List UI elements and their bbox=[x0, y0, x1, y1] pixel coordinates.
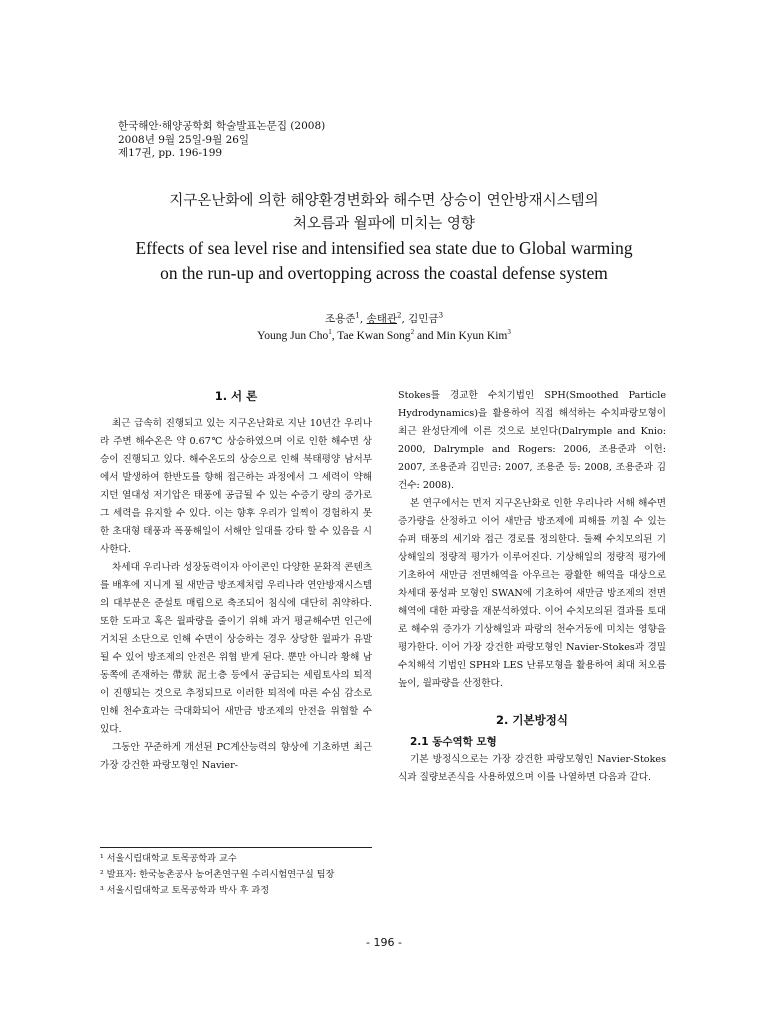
author2-en-mark: 2 bbox=[410, 328, 415, 337]
intro-paragraph-1: 최근 급속히 진행되고 있는 지구온난화로 지난 10년간 우리나라 주변 해수온은 약 0.67℃ 상승하였으며 이로 인한 해수면 상승이 진행되고 있다. 해수온도의 상승으로 인해 북태평양 남서부에서 발생하여 한반도를 향해 접근하는 과정에서 그 세력이 약해지던 열대성 저기압은 태풍에 공급될 수 있는 수증기 량의 증가로 그 세력을 유지할 수 있다. 이는 향후 우리가 일찍이 경험하지 못한 초대형 태풍과 폭풍해일이 서해안 일대를 강타 할 수 있음을 시사한다. bbox=[100, 418, 372, 555]
conference-dates: 2008년 9월 25일-9월 26일 bbox=[118, 133, 250, 146]
footnote-3: ³ 서울시립대학교 토목공학과 박사 후 과정 bbox=[100, 885, 270, 896]
page-number: - 196 - bbox=[366, 936, 402, 949]
journal-name: 한국해안·해양공학회 학술발표논문집 (2008) bbox=[118, 120, 326, 132]
title-korean-line2: 처오름과 월파에 미치는 영향 bbox=[293, 216, 475, 232]
author1-en-mark: 1 bbox=[328, 328, 332, 337]
section2-heading: 2. 기본방정식 bbox=[496, 713, 568, 727]
author2-ko-mark: 2 bbox=[396, 311, 402, 320]
intro-paragraph-3: 그동안 꾸준하게 개선된 PC계산능력의 향상에 기초하면 최근 가장 강건한 파랑모형인 Navier- bbox=[100, 742, 372, 771]
author1-ko-mark: 1 bbox=[355, 311, 360, 320]
right-column bbox=[398, 387, 666, 787]
author3-en-mark: 3 bbox=[507, 328, 511, 337]
section2-paragraph-1: 기본 방정식으로는 가장 강건한 파랑모형인 Navier-Stokes식과 질량보존식을 사용하였으며 이를 나열하면 다음과 같다. bbox=[398, 754, 666, 783]
author2-en: Tae Kwan Song bbox=[337, 330, 411, 342]
section1-heading: 1. 서 론 bbox=[214, 389, 258, 403]
journal-meta bbox=[118, 120, 325, 161]
title-english-line2: on the run-up and overtopping across the coastal defense system bbox=[160, 263, 608, 283]
authors-korean: 조용준$^1$, 송태관$^2$, 김민금$^3$ bbox=[324, 311, 444, 325]
footnote-1: ¹ 서울시립대학교 토목공학과 교수 bbox=[100, 853, 237, 864]
author3-ko-mark: 3 bbox=[438, 311, 444, 320]
intro-paragraph-2: 차세대 우리나라 성장동력이자 아이콘인 다양한 문화적 콘텐츠를 배후에 지니게 될 새만금 방조제처럼 우리나라 연안방재시스템의 대부분은 준설토 매립으로 축조되어 침식에 대단히 취약하다. 또한 도파고 혹은 월파량을 줄이기 위해 과거 평균해수면 인근에 거치된 소단으로 인해 수면이 상승하는 경우 상당한 월파가 유발될 수 있어 방조제의 안전은 위협 받게 된다. 뿐만 아니라 황해 남동쪽에 존재하는 帶狀 泥土층 등에서 공급되는 세립토사의 퇴적이 진행되는 것으로 추정되므로 이러한 퇴적에 따른 수심 감소로 인해 천수효과는 극대화되어 새만금 방조제의 안전을 위협할 수 있다. bbox=[100, 562, 372, 735]
footnote-2: ² 발표자: 한국농촌공사 농어촌연구원 수리시험연구실 팀장 bbox=[100, 869, 335, 880]
volume-pages: 제17권, pp. 196-199 bbox=[118, 147, 223, 159]
title-korean-line1: 지구온난화에 의한 해양환경변화와 해수면 상승이 연안방재시스템의 bbox=[169, 193, 599, 209]
author1-ko: 조용준 bbox=[324, 313, 356, 325]
authors-and: and bbox=[416, 330, 434, 342]
author2-ko: 송태관 bbox=[366, 313, 397, 325]
authors-english: Young Jun Cho$^1$, Tae Kwan Song$^2$ and Min Kyun Kim$^3$ bbox=[257, 328, 511, 342]
intro-paragraph-4: 본 연구에서는 먼저 지구온난화로 인한 우리나라 서해 해수면 증가량을 산정하고 이어 새만금 방조제에 피해를 끼칠 수 있는 슈퍼 태풍의 세기와 접근 경로를 정의한다. 둘째 수치모의된 기상해일의 정량적 평가가 이루어진다. 기상해일의 정량적 평가에 기초하여 새만금 전면해역을 아우르는 광활한 해역을 대상으로 차세대 풍성파 모형인 SWAN에 기초하여 새만금 방조제의 전면해역에 대한 파랑을 재분석하였다. 이어 수치모의된 결과를 토대로 해수위 증가가 기상해일과 파랑의 천수거동에 미치는 영향을 평가한다. 이어 가장 강건한 파랑모형인 Navier-Stokes과 경밀수치해석 기법인 SPH와 LES 난류모형을 활용하여 최대 처오름 높이, 월파량을 산정한다. bbox=[398, 498, 666, 689]
title-korean bbox=[60, 190, 708, 236]
title-english bbox=[40, 236, 728, 286]
intro-paragraph-3-continued: Stokes를 경교한 수치기법인 SPH(Smoothed Particle Hydrodynamics)을 활용하여 직접 해석하는 수치파랑모형이 최근 완성단계에 이른 것으로 보인다(Dalrymple and Knio: 2000, Dalrymple and Rogers: 2006, 조용준과 이헌: 2007, 조용준과 김민금: 2007, 조용준 등: 2008, 조용준과 김건수: 2008). bbox=[398, 390, 666, 491]
title-english-line1: Effects of sea level rise and intensified sea state due to Global warming bbox=[135, 238, 633, 258]
author1-en: Young Jun Cho bbox=[257, 330, 329, 342]
footnote-divider bbox=[100, 847, 372, 848]
footnotes bbox=[100, 851, 334, 899]
author3-ko: 김민금 bbox=[408, 313, 439, 325]
author3-en: Min Kyun Kim bbox=[436, 330, 508, 342]
left-column bbox=[100, 387, 372, 775]
section2-1-heading: 2.1 동수역학 모형 bbox=[410, 736, 497, 748]
